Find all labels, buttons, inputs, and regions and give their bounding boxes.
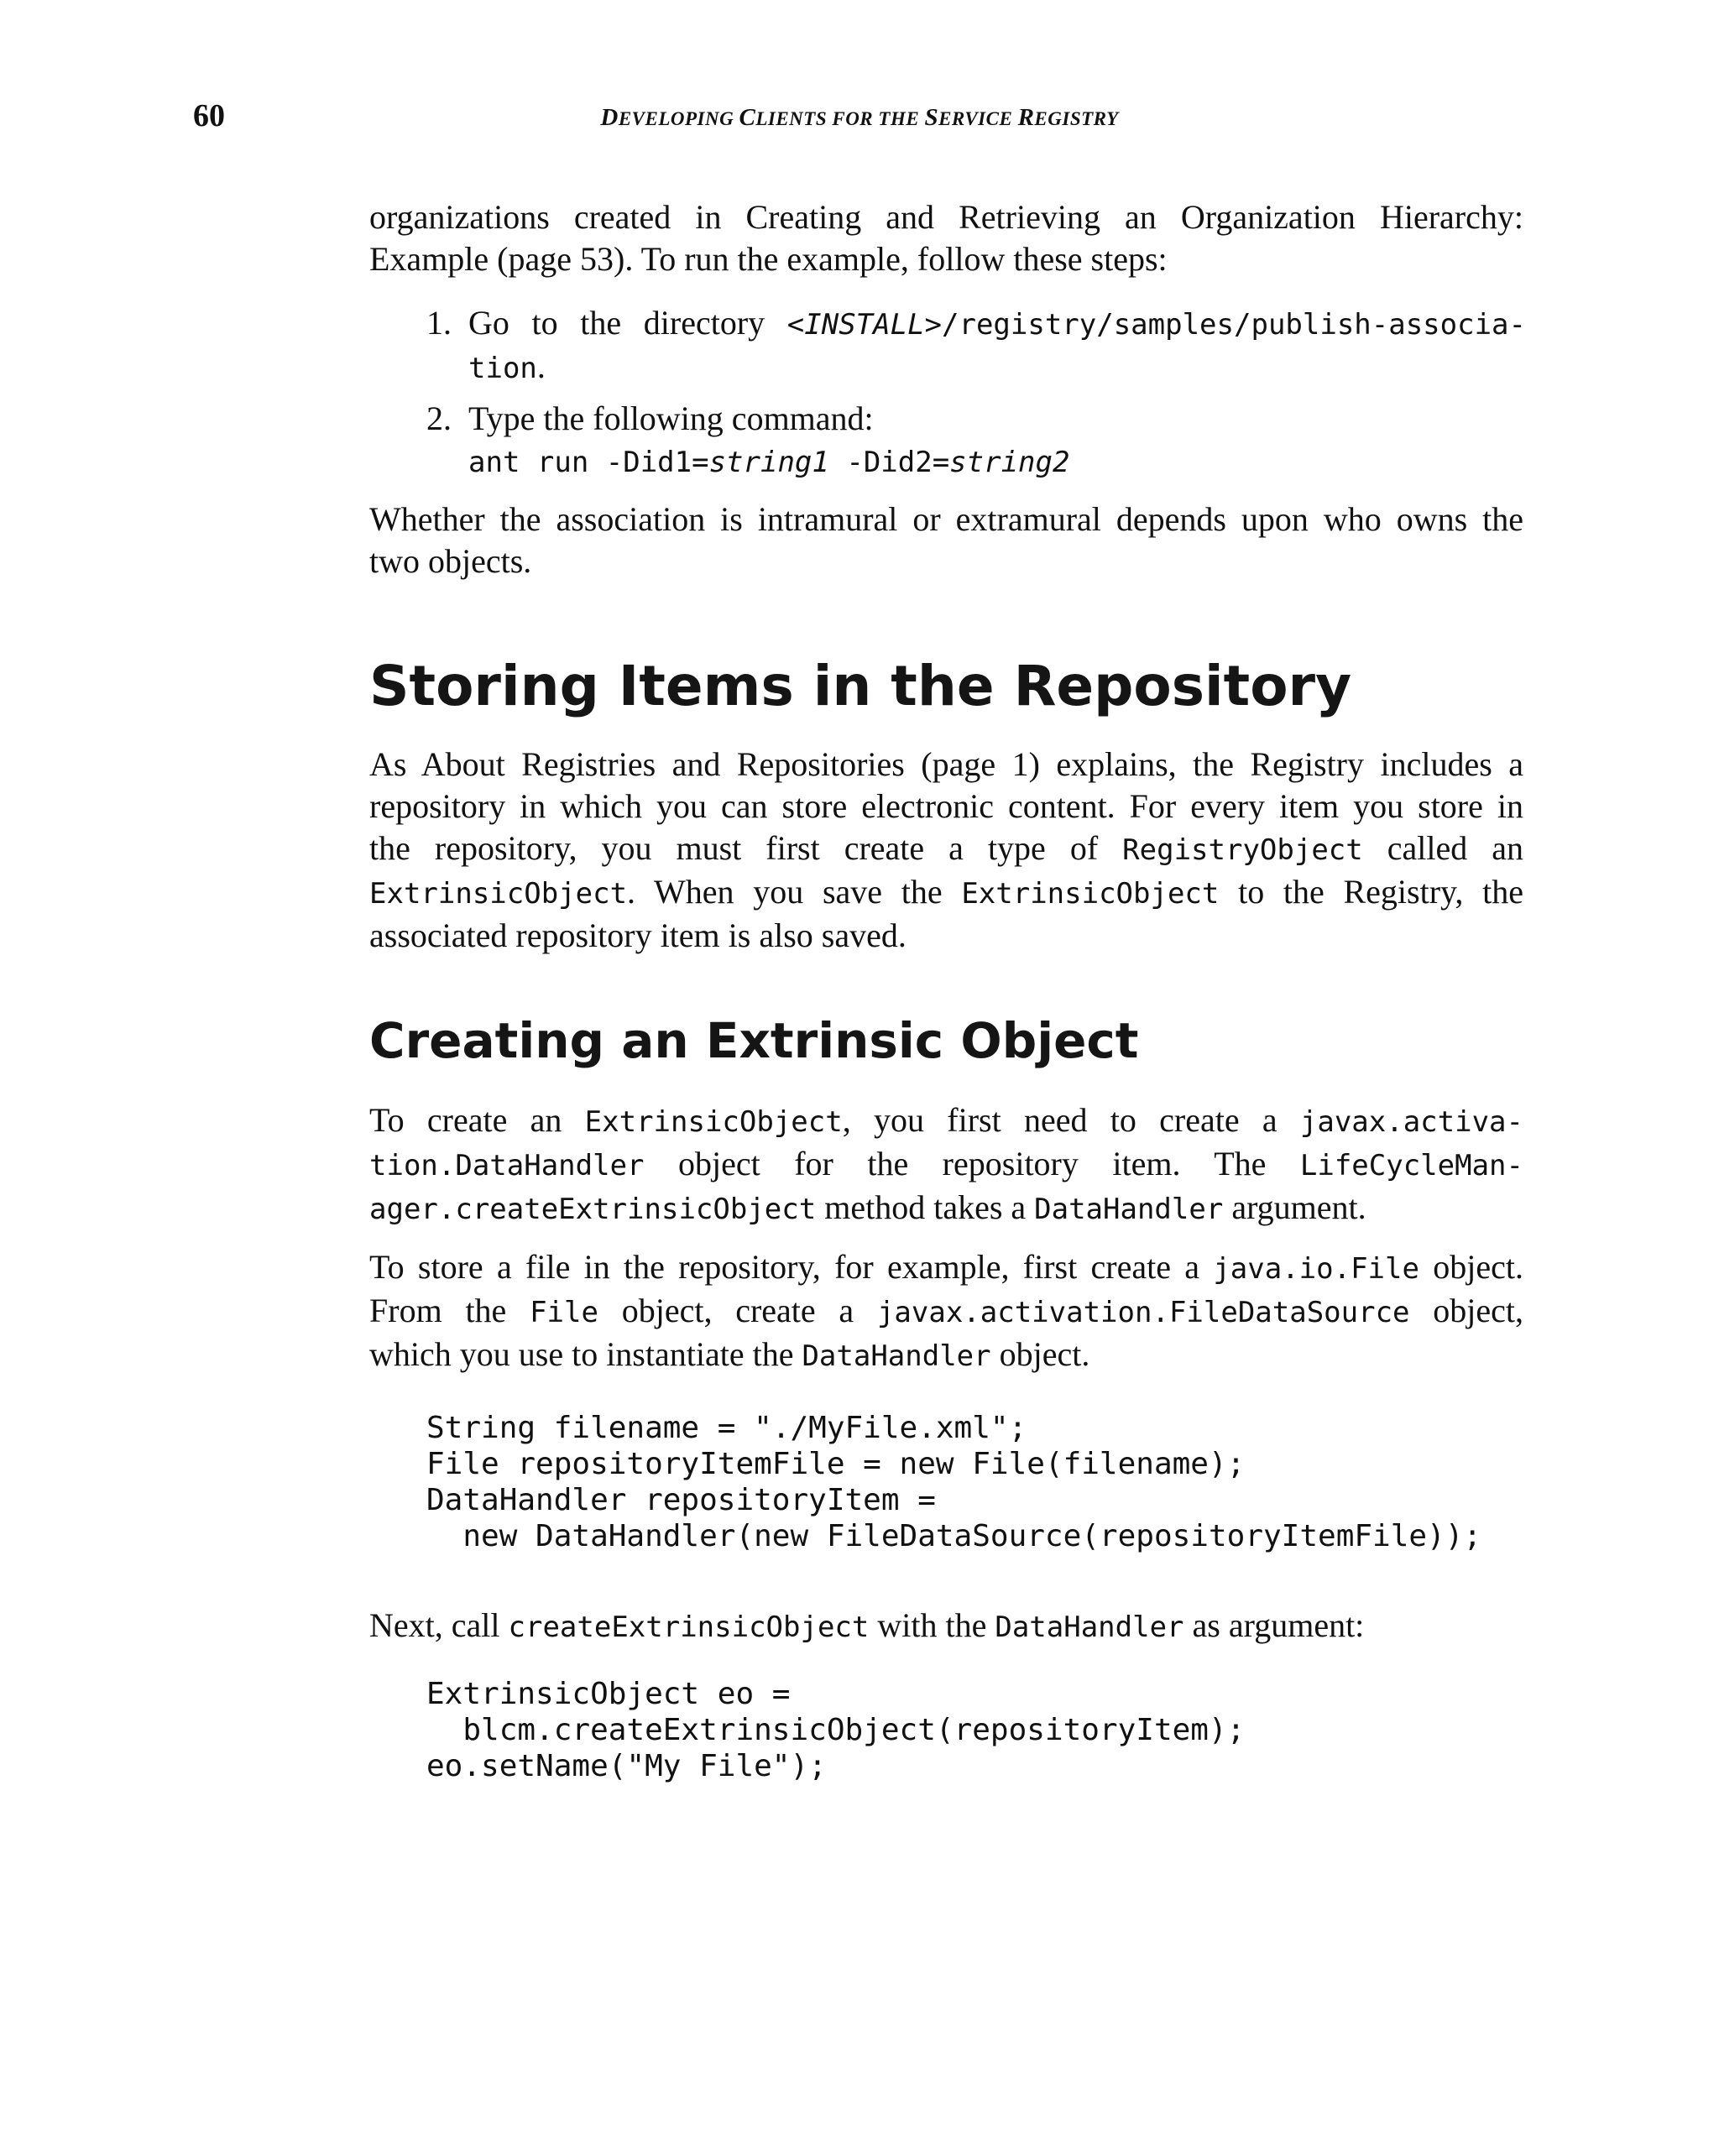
text-line <box>369 1290 1523 1334</box>
text-run: argument. <box>1223 1188 1366 1226</box>
creating-paragraph-1 <box>369 1099 1523 1230</box>
intro-paragraph <box>369 196 1523 280</box>
install-path: <INSTALL> <box>786 308 943 342</box>
running-head-part: ERVICE <box>938 108 1018 129</box>
command-line <box>468 441 1526 483</box>
text-line: organizations created in Creating and Retrieving an Organization Hierarchy: <box>369 198 1523 236</box>
running-head-part: D <box>600 104 619 131</box>
inline-code: javax.activation.FileDataSource <box>876 1296 1410 1329</box>
text-run: . When you save the <box>627 873 962 911</box>
step-text: Type the following command: <box>468 399 874 437</box>
text-line <box>369 1187 1523 1230</box>
command-placeholder: string1 <box>708 446 829 479</box>
inline-code: File <box>530 1296 598 1329</box>
step-number: 1. <box>426 304 452 342</box>
running-head-part: EVELOPING <box>618 108 739 129</box>
text-run: which you use to instantiate the <box>369 1335 802 1373</box>
inline-code: javax.activa- <box>1299 1105 1523 1139</box>
creating-paragraph-2 <box>369 1246 1523 1377</box>
text-line <box>369 827 1523 871</box>
punctuation: . <box>536 347 546 385</box>
text-line <box>369 871 1523 915</box>
page-number: 60 <box>193 98 225 133</box>
text-line: Whether the association is intramural or extramural depends upon who owns the <box>369 500 1523 538</box>
running-head <box>0 104 1719 132</box>
running-head-part: C <box>739 104 756 131</box>
code-line: eo.setName("My File"); <box>426 1749 827 1783</box>
text-line <box>468 346 1526 389</box>
directory-path-cont: tion <box>468 352 537 385</box>
text-run: Next, call <box>369 1606 509 1644</box>
inline-code: RegistryObject <box>1122 833 1363 867</box>
text-run: object. <box>990 1335 1090 1373</box>
command-part: -Did2= <box>828 446 950 479</box>
text-run: object, <box>1409 1292 1524 1329</box>
inline-code: createExtrinsicObject <box>508 1610 870 1644</box>
text-line <box>369 1605 1523 1648</box>
inline-code: ExtrinsicObject <box>961 877 1220 911</box>
running-head-part: S <box>924 104 939 131</box>
step-item <box>426 398 1526 483</box>
code-line: DataHandler repositoryItem = <box>426 1483 936 1517</box>
inline-code: ager.createExtrinsicObject <box>369 1193 817 1226</box>
text-run: to the Registry, the <box>1219 873 1524 911</box>
subsection-heading: Creating an Extrinsic Object <box>369 1012 1139 1069</box>
code-line: String filename = "./MyFile.xml"; <box>426 1411 1027 1445</box>
text-run: , you first need to create a <box>842 1101 1300 1139</box>
command-part: ant run -Did1= <box>468 446 709 479</box>
inline-code: DataHandler <box>1034 1193 1224 1226</box>
next-call-paragraph <box>369 1605 1523 1648</box>
code-block-extrinsic-object <box>426 1676 1245 1784</box>
text-run: called an <box>1362 829 1523 867</box>
text-line: associated repository item is also saved. <box>369 916 907 954</box>
code-block-datahandler <box>426 1410 1481 1554</box>
code-line: blcm.createExtrinsicObject(repositoryItem); <box>426 1713 1246 1747</box>
inline-code: LifeCycleMan- <box>1299 1149 1523 1182</box>
text-line <box>369 1246 1523 1290</box>
text-line: As About Registries and Repositories (page 1) explains, the Registry includes a <box>369 745 1523 783</box>
text-run: object. <box>1419 1248 1523 1286</box>
running-head-part: LIENTS FOR THE <box>755 108 925 129</box>
inline-code: java.io.File <box>1213 1252 1419 1286</box>
text-line <box>369 1099 1523 1143</box>
text-line <box>369 1143 1523 1187</box>
inline-code: ExtrinsicObject <box>369 877 628 911</box>
text-run: To store a file in the repository, for example, first create a <box>369 1248 1214 1286</box>
command-placeholder: string2 <box>949 446 1070 479</box>
text-line <box>369 1334 1523 1377</box>
inline-code: DataHandler <box>802 1339 991 1373</box>
text-line: two objects. <box>369 542 532 580</box>
text-line <box>468 302 1526 346</box>
section-heading: Storing Items in the Repository <box>369 654 1352 718</box>
text-line: repository in which you can store electronic content. For every item you store in <box>369 787 1523 825</box>
step-item <box>426 302 1526 389</box>
inline-code: DataHandler <box>995 1610 1184 1644</box>
text-run: method takes a <box>816 1188 1035 1226</box>
step-number: 2. <box>426 399 452 437</box>
running-head-part: R <box>1017 104 1035 131</box>
inline-code: ExtrinsicObject <box>584 1105 843 1139</box>
text-run: as argument: <box>1183 1606 1365 1644</box>
text-run: object for the repository item. The <box>644 1145 1300 1182</box>
inline-code: tion.DataHandler <box>369 1149 645 1182</box>
running-head-part: EGISTRY <box>1034 108 1119 129</box>
association-paragraph <box>369 499 1523 582</box>
text-run: object, create a <box>598 1292 877 1329</box>
directory-path: /registry/samples/publish-associa- <box>942 308 1526 342</box>
storing-paragraph <box>369 744 1523 957</box>
step-text: Go to the directory <box>468 304 787 342</box>
code-line: ExtrinsicObject eo = <box>426 1677 791 1711</box>
code-line: File repositoryItemFile = new File(filename); <box>426 1447 1246 1481</box>
text-run: the repository, you must first create a type of <box>369 829 1123 867</box>
code-line: new DataHandler(new FileDataSource(repositoryItemFile)); <box>426 1519 1482 1553</box>
text-run: To create an <box>369 1101 585 1139</box>
text-run: with the <box>869 1606 995 1644</box>
text-run: From the <box>369 1292 530 1329</box>
text-line: Example (page 53). To run the example, follow these steps: <box>369 240 1168 278</box>
steps-list <box>426 302 1526 483</box>
